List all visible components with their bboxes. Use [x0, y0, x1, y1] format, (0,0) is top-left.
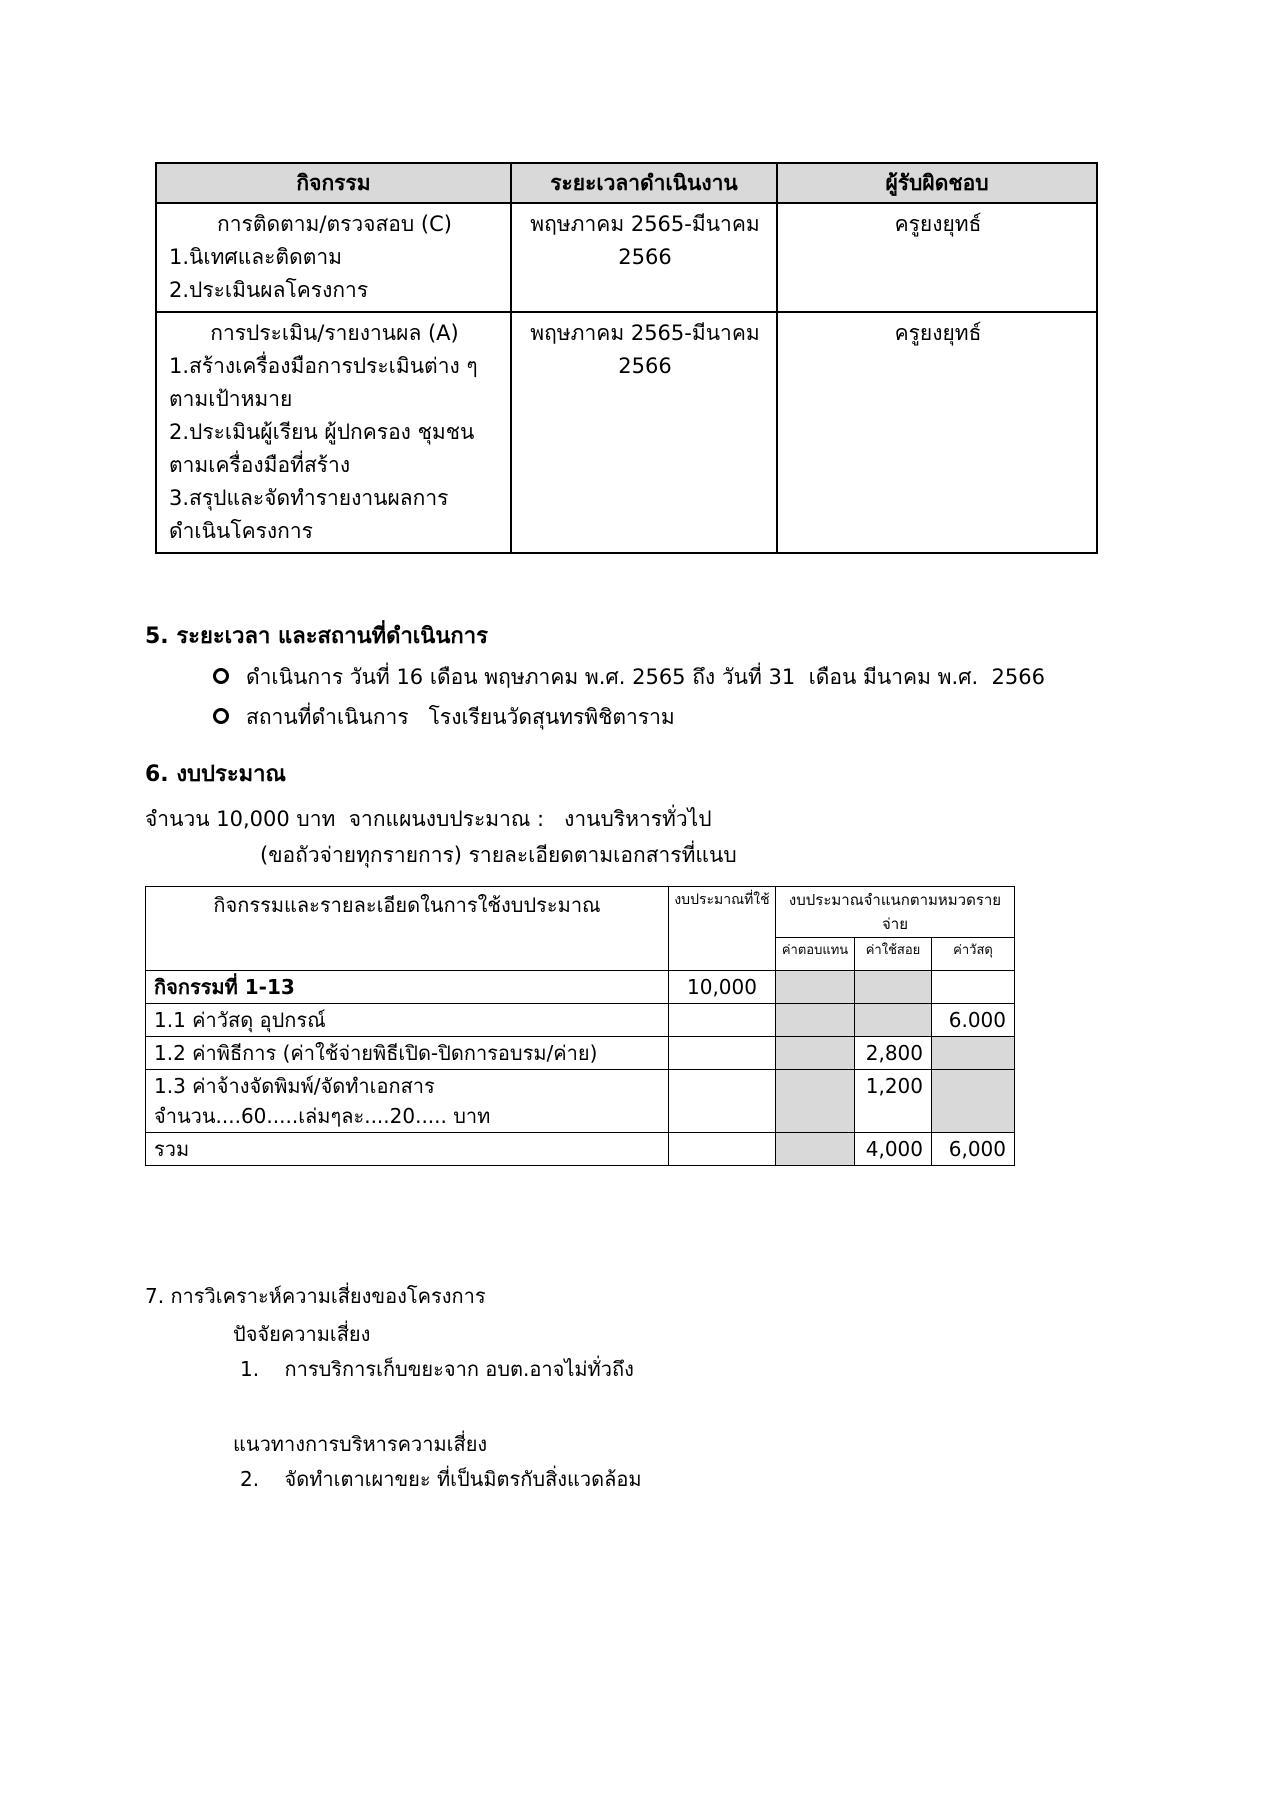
activity-title: การติดตาม/ตรวจสอบ (C) — [217, 212, 452, 236]
risk-factor-label: ปัจจัยความเสี่ยง — [233, 1322, 371, 1346]
expenses-value: 2,800 — [855, 1037, 932, 1070]
materials-value: 6.000 — [932, 1004, 1015, 1037]
budget-header-used: งบประมาณที่ใช้ — [669, 887, 776, 971]
bullet-text-location: สถานที่ดำเนินการ โรงเรียนวัดสุนทรพิชิตาราม — [246, 705, 675, 729]
activity-item: 2.ประเมินผลโครงการ — [169, 278, 369, 302]
table-row — [156, 203, 1097, 312]
budget-header-breakdown-group: งบประมาณจำแนกตามหมวดรายจ่าย — [776, 887, 1015, 938]
budget-used-value — [669, 1070, 776, 1133]
materials-value — [932, 971, 1015, 1004]
expenses-value: 1,200 — [855, 1070, 932, 1133]
table-row — [146, 1037, 1015, 1070]
circle-bullet-icon — [213, 708, 229, 724]
list-item: 1. การบริการเก็บขยะจาก อบต.อาจไม่ทั่วถึง — [240, 1357, 634, 1381]
activity-title: การประเมิน/รายงานผล (A) — [210, 321, 459, 345]
list-item: 2. จัดทำเตาเผาขยะ ที่เป็นมิตรกับสิ่งแวดล้อม — [240, 1467, 642, 1491]
table-row — [146, 1004, 1015, 1037]
budget-used-value — [669, 1133, 776, 1166]
activity-item: 1.สร้างเครื่องมือการประเมินต่าง ๆ ตามเป้าหมาย — [169, 354, 478, 411]
budget-subheader-expenses: ค่าใช้สอย — [855, 938, 932, 971]
compensation-value — [776, 1070, 855, 1133]
materials-value — [932, 1037, 1015, 1070]
duration-cell: พฤษภาคม 2565-มีนาคม 2566 — [511, 203, 777, 312]
list-item — [213, 700, 1145, 734]
compensation-total — [776, 1133, 855, 1166]
responsible-cell: ครูยงยุทธ์ — [777, 203, 1097, 312]
table-row-total — [146, 1133, 1015, 1166]
activity-item: 1.นิเทศและติดตาม — [169, 245, 342, 269]
circle-bullet-icon — [213, 668, 229, 684]
section-6-budget — [145, 758, 1145, 872]
budget-total-label: รวม — [146, 1133, 669, 1166]
schedule-table — [155, 162, 1098, 554]
spacer — [145, 1386, 1145, 1423]
expenses-value — [855, 1004, 932, 1037]
section-7-heading: 7. การวิเคราะห์ความเสี่ยงของโครงการ — [145, 1284, 486, 1308]
budget-row-label: 1.3 ค่าจ้างจัดพิมพ์/จัดทำเอกสาร จำนวน....60.....เล่มๆละ....20..... บาท — [146, 1070, 669, 1133]
activity-cell — [156, 312, 511, 553]
budget-row-label: 1.1 ค่าวัสดุ อุปกรณ์ — [146, 1004, 669, 1037]
bullet-text-duration: ดำเนินการ วันที่ 16 เดือน พฤษภาคม พ.ศ. 2565 ถึง วันที่ 31 เดือน มีนาคม พ.ศ. 2566 — [246, 665, 1045, 689]
schedule-header-row — [156, 163, 1097, 203]
materials-value — [932, 1070, 1015, 1133]
section-6-heading: 6. งบประมาณ — [145, 762, 286, 787]
table-row — [156, 312, 1097, 553]
expenses-value — [855, 971, 932, 1004]
table-row — [146, 971, 1015, 1004]
budget-table — [145, 886, 1015, 1166]
budget-amount-line: จำนวน 10,000 บาท จากแผนงบประมาณ : งานบริหารทั่วไป — [145, 807, 712, 831]
list-item — [213, 660, 1145, 694]
budget-header-row — [146, 887, 1015, 938]
duration-cell: พฤษภาคม 2565-มีนาคม 2566 — [511, 312, 777, 553]
budget-used-value: 10,000 — [669, 971, 776, 1004]
compensation-value — [776, 971, 855, 1004]
budget-header-activity: กิจกรรมและรายละเอียดในการใช้งบประมาณ — [146, 887, 669, 971]
section-5-duration-location — [145, 620, 1145, 734]
responsible-cell: ครูยงยุทธ์ — [777, 312, 1097, 553]
budget-used-value — [669, 1037, 776, 1070]
section-5-heading: 5. ระยะเวลา และสถานที่ดำเนินการ — [145, 624, 488, 649]
budget-subheader-compensation: ค่าตอบแทน — [776, 938, 855, 971]
materials-total: 6,000 — [932, 1133, 1015, 1166]
budget-row-label: 1.2 ค่าพิธีการ (ค่าใช้จ่ายพิธีเปิด-ปิดการอบรม/ค่าย) — [146, 1037, 669, 1070]
budget-used-value — [669, 1004, 776, 1037]
expenses-total: 4,000 — [855, 1133, 932, 1166]
budget-subheader-materials: ค่าวัสดุ — [932, 938, 1015, 971]
schedule-header-activity: กิจกรรม — [156, 163, 511, 203]
activity-item: 3.สรุปและจัดทำรายงานผลการดำเนินโครงการ — [169, 486, 449, 543]
compensation-value — [776, 1004, 855, 1037]
table-row — [146, 1070, 1015, 1133]
activity-item: 2.ประเมินผู้เรียน ผู้ปกครอง ชุมชน ตามเครื่องมือที่สร้าง — [169, 420, 475, 477]
budget-note-line: (ขอถัวจ่ายทุกรายการ) รายละเอียดตามเอกสารที่แนบ — [260, 843, 737, 867]
budget-row-label: กิจกรรมที่ 1-13 — [146, 971, 669, 1004]
activity-cell — [156, 203, 511, 312]
schedule-header-duration: ระยะเวลาดำเนินงาน — [511, 163, 777, 203]
risk-management-label: แนวทางการบริหารความเสี่ยง — [233, 1432, 488, 1456]
schedule-header-responsible: ผู้รับผิดชอบ — [777, 163, 1097, 203]
compensation-value — [776, 1037, 855, 1070]
section-7-risk-analysis — [145, 1280, 1145, 1496]
